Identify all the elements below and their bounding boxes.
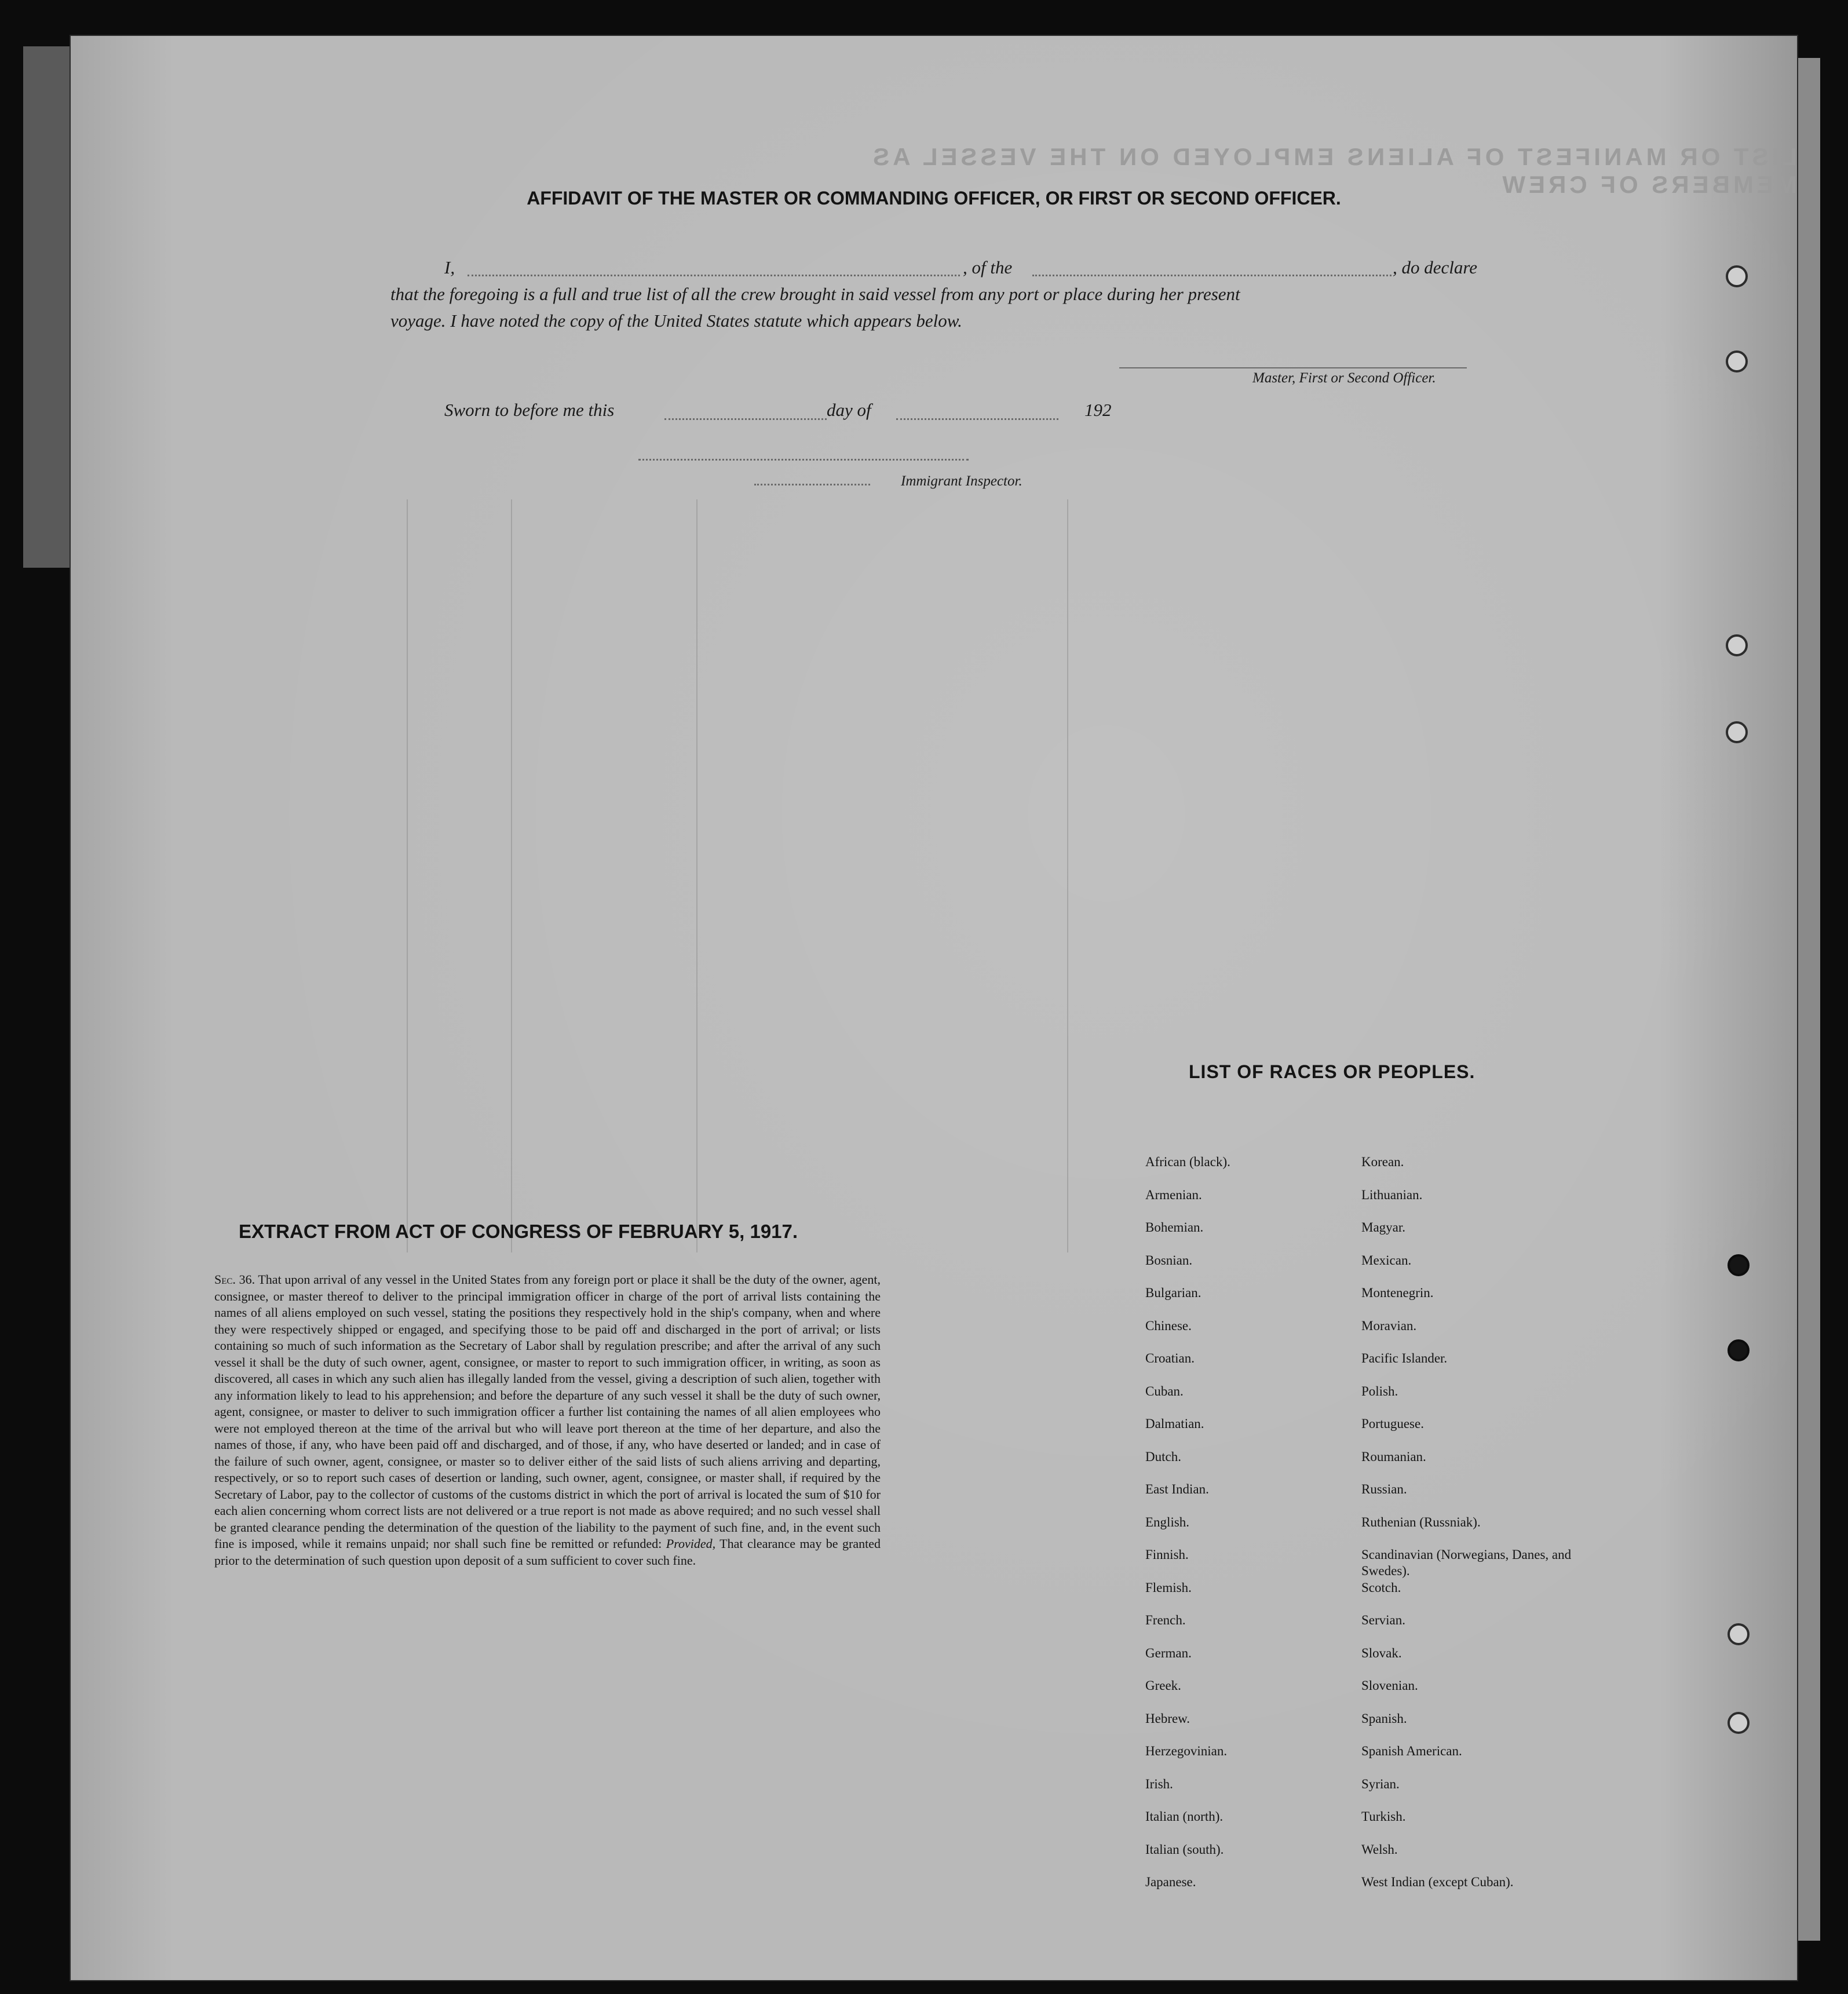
race-item: Portuguese.: [1361, 1416, 1424, 1431]
sec-label: Sec. 36.: [214, 1272, 255, 1287]
race-item: Welsh.: [1361, 1842, 1398, 1857]
race-item: Bulgarian.: [1145, 1285, 1201, 1300]
day-of-text: day of: [827, 400, 871, 420]
race-item: Polish.: [1361, 1383, 1398, 1398]
sworn-day-field[interactable]: [664, 418, 827, 420]
race-item: Roumanian.: [1361, 1449, 1426, 1464]
race-item: English.: [1145, 1514, 1190, 1529]
master-signature-line[interactable]: [1119, 367, 1467, 368]
race-item: French.: [1145, 1613, 1186, 1627]
bleed-rule: [1067, 499, 1068, 1252]
inspector-signature-line[interactable]: [638, 459, 969, 461]
race-item: Irish.: [1145, 1776, 1173, 1791]
race-item: Slovenian.: [1361, 1678, 1418, 1693]
punch-hole: [1728, 1254, 1750, 1276]
document-page: [71, 36, 1797, 1980]
extract-text-a: That upon arrival of any vessel in the United States from any foreign port or place it shall be the duty of the owner, agent, consignee, or master thereof to deliver to the principal immigration officer in charge of the port of arrival lists containing the names of all aliens employed on such vessel, stating the positions they respectively hold in the ship's company, when and where they were respectively shipped or engaged, and specifying those to be paid off and discharged in the port of arrival; or lists containing so much of such information as the Secretary of Labor shall by regulation prescribe; and after the arrival of any such vessel it shall be the duty of such owner, agent, consignee, or master to report to such immigration officer, in writing, as soon as discovered, all cases in which any such alien has illegally landed from the vessel, giving a description of such alien, together with any information likely to lead to his apprehension; and before the departure of any such vessel it shall be the duty of such owner, agent, consignee, or master to deliver to such immigration officer a further list containing the names of all alien employees who were not employed thereon at the time of the arrival but who will leave port thereon at the time of her departure, and also the names of those, if any, who have been paid off and discharged, and of those, if any, who have deserted or landed; and in case of the failure of such owner, agent, consignee, or master so to deliver either of the said lists of such aliens arriving and departing, respectively, or so to report such cases of desertion or landing, such owner, agent, consignee, or master shall, if required by the Secretary of Labor, pay to the collector of customs of the customs district in which the port of arrival is located the sum of $10 for each alien concerning whom correct lists are not delivered or a true report is not made as above required; and no such vessel shall be granted clearance pending the determination of the question of the liability to the payment of such fine, and, in the event such fine is imposed, while it remains unpaid; nor shall such fine be remitted or refunded:: [214, 1272, 881, 1551]
race-item: Greek.: [1145, 1678, 1181, 1693]
affidavit-i: I,: [444, 257, 455, 277]
race-item: Spanish American.: [1361, 1744, 1462, 1758]
punch-hole: [1726, 350, 1748, 372]
race-item: Dutch.: [1145, 1449, 1181, 1464]
race-item: Hebrew.: [1145, 1711, 1190, 1726]
master-signature-label: Master, First or Second Officer.: [1252, 370, 1436, 386]
bleed-through-heading: LIST OR MANIFEST OF ALIENS EMPLOYED ON THE VESSEL AS MEMBERS OF CREW: [870, 143, 1797, 198]
punch-hole: [1726, 721, 1748, 743]
race-item: German.: [1145, 1645, 1192, 1660]
affidavit-line-2: that the foregoing is a full and true list of all the crew brought in said vessel from any port or place during her present: [390, 284, 1240, 304]
race-item: Ruthenian (Russniak).: [1361, 1514, 1481, 1529]
race-item: Turkish.: [1361, 1809, 1406, 1824]
punch-hole: [1728, 1712, 1750, 1734]
page-edge-right: [1797, 58, 1820, 1941]
year-prefix: 192: [1084, 400, 1112, 420]
vessel-name-field[interactable]: [1032, 275, 1392, 276]
race-item: Russian.: [1361, 1482, 1407, 1496]
inspector-signature-line-2[interactable]: [754, 484, 870, 485]
races-column-2: [1361, 1154, 1610, 1907]
races-heading: LIST OF RACES OR PEOPLES.: [1189, 1061, 1476, 1082]
master-name-field[interactable]: [468, 275, 960, 276]
race-item: Herzegovinian.: [1145, 1744, 1228, 1758]
race-item: Japanese.: [1145, 1875, 1196, 1889]
sworn-before-text: Sworn to before me this: [444, 400, 615, 420]
race-item: African (black).: [1145, 1155, 1230, 1169]
race-item: Flemish.: [1145, 1580, 1192, 1595]
race-item: Pacific Islander.: [1361, 1351, 1448, 1365]
inspector-label: Immigrant Inspector.: [901, 473, 1022, 489]
provided-word: Provided,: [666, 1536, 716, 1551]
race-item: Montenegrin.: [1361, 1285, 1434, 1300]
affidavit-of-the: , of the: [963, 257, 1013, 277]
affidavit-line-3: voyage. I have noted the copy of the United States statute which appears below.: [390, 311, 962, 331]
race-item: West Indian (except Cuban).: [1361, 1875, 1514, 1889]
race-item: Italian (north).: [1145, 1809, 1224, 1824]
race-item: Syrian.: [1361, 1776, 1400, 1791]
race-item: Italian (south).: [1145, 1842, 1224, 1857]
race-item: Scandinavian (Norwegians, Danes, and Swedes).: [1361, 1547, 1572, 1578]
bleed-rule: [511, 499, 512, 1252]
race-item: Slovak.: [1361, 1645, 1402, 1660]
race-item: Servian.: [1361, 1613, 1406, 1627]
race-item: Cuban.: [1145, 1383, 1184, 1398]
punch-hole: [1728, 1623, 1750, 1645]
page-edge-left: [23, 46, 70, 568]
race-item: Bohemian.: [1145, 1220, 1204, 1235]
affidavit-heading: AFFIDAVIT OF THE MASTER OR COMMANDING OFFICER, OR FIRST OR SECOND OFFICER.: [527, 188, 1341, 209]
race-item: Croatian.: [1145, 1351, 1195, 1365]
race-item: Magyar.: [1361, 1220, 1406, 1235]
sworn-month-field[interactable]: [896, 418, 1058, 420]
affidavit-declare: , do declare: [1393, 257, 1478, 277]
race-item: East Indian.: [1145, 1482, 1209, 1496]
race-item: Scotch.: [1361, 1580, 1401, 1595]
race-item: Lithuanian.: [1361, 1187, 1423, 1202]
bleed-rule: [407, 499, 408, 1252]
race-item: Dalmatian.: [1145, 1416, 1204, 1431]
bleed-rule: [696, 499, 697, 1252]
race-item: Moravian.: [1361, 1318, 1417, 1333]
race-item: Chinese.: [1145, 1318, 1192, 1333]
race-item: Mexican.: [1361, 1252, 1412, 1268]
extract-text-b: That clearance may be granted prior to the determination of such question upon deposit of a sum sufficient to cover such fine.: [214, 1536, 881, 1568]
race-item: Spanish.: [1361, 1711, 1407, 1726]
punch-hole: [1728, 1339, 1750, 1361]
race-item: Armenian.: [1145, 1187, 1202, 1202]
race-item: Finnish.: [1145, 1547, 1189, 1562]
punch-hole: [1726, 265, 1748, 287]
races-column-1: [1145, 1154, 1230, 1907]
race-item: Korean.: [1361, 1155, 1404, 1169]
race-item: Bosnian.: [1145, 1252, 1193, 1268]
extract-heading: EXTRACT FROM ACT OF CONGRESS OF FEBRUARY 5, 1917.: [239, 1221, 798, 1242]
extract-body: [214, 1272, 881, 1569]
punch-hole: [1726, 634, 1748, 656]
